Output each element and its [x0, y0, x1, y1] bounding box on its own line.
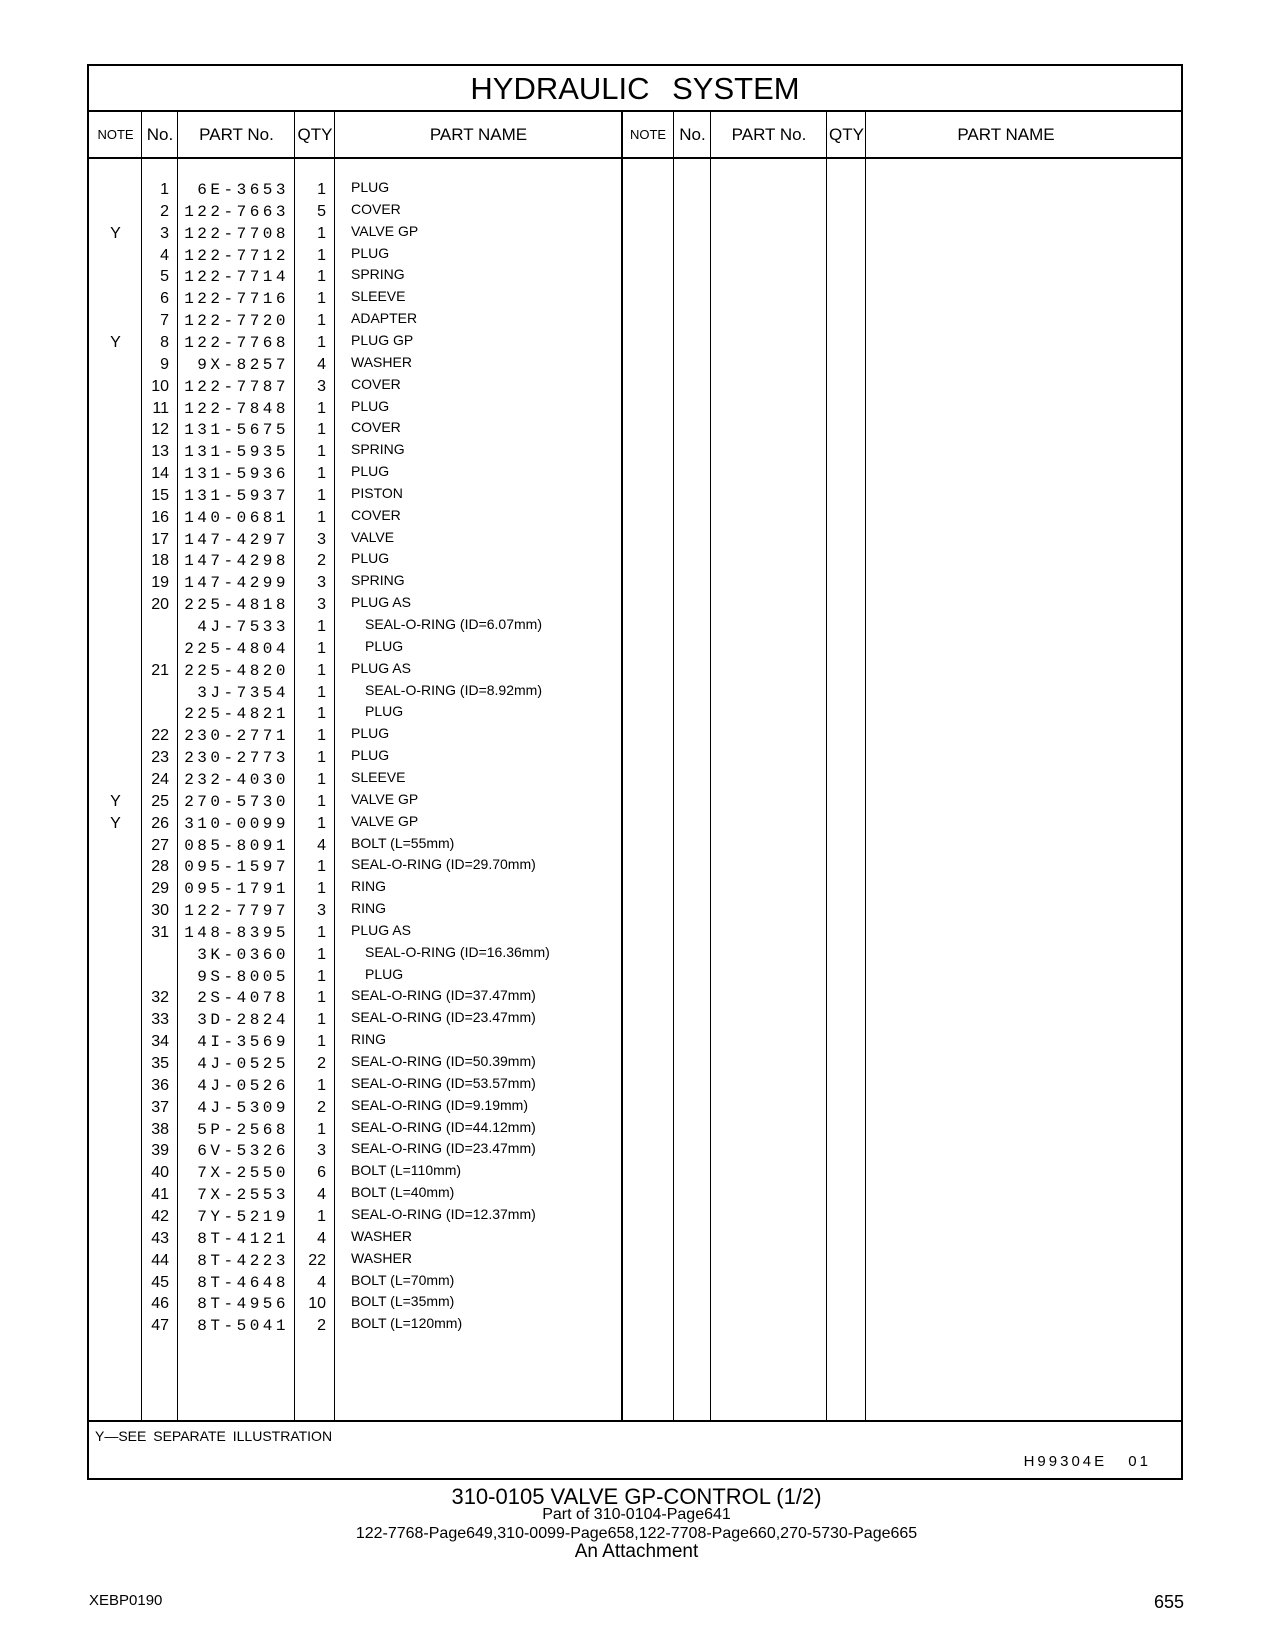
row-part-name: RING — [351, 878, 386, 895]
row-quantity: 22 — [308, 1251, 326, 1269]
header-qty-right: QTY — [829, 125, 864, 144]
row-part-name: BOLT (L=110mm) — [351, 1162, 462, 1179]
row-part-name: RING — [351, 900, 386, 917]
row-item-number: 16 — [151, 508, 169, 526]
row-item-number: 27 — [151, 836, 169, 854]
row-quantity: 1 — [317, 399, 326, 417]
row-quantity: 1 — [317, 1076, 326, 1094]
row-quantity: 1 — [317, 880, 326, 898]
row-part-number: 3K-0360 — [197, 945, 289, 964]
table-row — [89, 1317, 629, 1340]
row-quantity: 3 — [317, 1142, 326, 1160]
row-quantity: 1 — [317, 967, 326, 985]
row-part-name: COVER — [351, 506, 401, 523]
row-part-number: 122-7768 — [184, 333, 289, 352]
caption-references: 122‐7768‐Page649,310‐0099‐Page658,122‐7708‐Page660,270‐5730‐Page665 — [355, 1525, 918, 1542]
row-part-number: 122-7787 — [184, 377, 289, 396]
row-item-number: 31 — [151, 923, 169, 941]
row-part-name: SEAL‐O‐RING (ID=29.70mm) — [351, 856, 536, 873]
row-item-number: 33 — [151, 1011, 169, 1029]
row-quantity: 2 — [317, 1317, 326, 1335]
row-part-number: 230-2771 — [184, 727, 289, 746]
row-quantity: 1 — [317, 770, 326, 788]
row-item-number: 46 — [151, 1295, 169, 1313]
row-part-number: 131-5935 — [184, 443, 289, 462]
row-quantity: 1 — [317, 1011, 326, 1029]
row-part-name: PLUG — [351, 463, 390, 480]
row-quantity: 3 — [317, 574, 326, 592]
row-quantity: 1 — [317, 224, 326, 242]
row-part-number: 232-4030 — [184, 770, 289, 789]
row-part-name: SEAL‐O‐RING (ID=12.37mm) — [351, 1205, 536, 1222]
row-item-number: 41 — [151, 1186, 169, 1204]
row-part-name: SEAL‐O‐RING (ID=9.19mm) — [351, 1096, 528, 1113]
row-part-number: 131-5936 — [184, 465, 289, 484]
row-part-name: WASHER — [351, 1249, 412, 1266]
row-quantity: 1 — [317, 421, 326, 439]
row-part-number: 3D-2824 — [197, 1011, 289, 1030]
row-quantity: 1 — [317, 508, 326, 526]
row-part-number: 3J-7354 — [197, 683, 289, 702]
drawing-code: H99304E 01 — [1023, 1453, 1151, 1470]
row-quantity: 1 — [317, 1207, 326, 1225]
row-part-name: ADAPTER — [351, 310, 418, 327]
row-part-number: 6V-5326 — [197, 1142, 289, 1161]
row-item-number: 24 — [151, 770, 169, 788]
row-quantity: 1 — [317, 290, 326, 308]
row-quantity: 4 — [317, 1273, 326, 1291]
row-item-number: 10 — [151, 377, 169, 395]
row-quantity: 1 — [317, 486, 326, 504]
row-quantity: 1 — [317, 661, 326, 679]
table-row — [89, 596, 629, 619]
row-part-name: RING — [351, 1031, 386, 1048]
row-item-number: 2 — [160, 202, 169, 220]
row-part-name: PLUG — [365, 637, 404, 654]
row-part-number: 147-4298 — [184, 552, 289, 571]
row-item-number: 5 — [160, 268, 169, 286]
row-part-number: 225-4818 — [184, 596, 289, 615]
row-item-number: 25 — [151, 792, 169, 810]
row-quantity: 2 — [317, 552, 326, 570]
row-part-name: SEAL‐O‐RING (ID=44.12mm) — [351, 1118, 536, 1135]
row-quantity: 1 — [317, 814, 326, 832]
row-part-name: BOLT (L=35mm) — [351, 1293, 455, 1310]
row-part-name: PLUG GP — [351, 331, 414, 348]
row-quantity: 1 — [317, 639, 326, 657]
row-part-number: 8T-4648 — [197, 1273, 289, 1292]
row-part-name: PLUG — [351, 179, 390, 195]
row-item-number: 44 — [151, 1251, 169, 1269]
caption-title: 310‐0105 VALVE GP‐CONTROL (1/2) — [451, 1484, 822, 1509]
row-quantity: 4 — [317, 1186, 326, 1204]
row-item-number: 40 — [151, 1164, 169, 1182]
table-row — [89, 618, 629, 641]
row-part-name: COVER — [351, 200, 401, 217]
row-item-number: 34 — [151, 1033, 169, 1051]
row-part-number: 122-7708 — [184, 224, 289, 243]
row-part-number: 230-2773 — [184, 749, 289, 768]
row-part-number: 270-5730 — [184, 792, 289, 811]
row-part-name: PLUG — [365, 965, 404, 982]
row-part-number: 9X-8257 — [197, 355, 289, 374]
row-item-number: 38 — [151, 1120, 169, 1138]
row-part-number: 131-5675 — [184, 421, 289, 440]
row-part-number: 122-7663 — [184, 202, 289, 221]
row-quantity: 2 — [317, 1055, 326, 1072]
column-divider — [710, 112, 711, 1420]
row-part-number: 225-4821 — [184, 705, 289, 724]
row-note: Y — [110, 224, 121, 242]
legend-note: Y—SEE SEPARATE ILLUSTRATION — [95, 1428, 333, 1444]
row-item-number: 17 — [151, 530, 169, 548]
row-part-name: PLUG — [365, 703, 404, 720]
row-quantity: 1 — [317, 923, 326, 941]
row-part-number: 6E-3653 — [197, 181, 289, 199]
row-part-number: 7X-2550 — [197, 1164, 289, 1183]
row-quantity: 1 — [317, 683, 326, 701]
header-no-right: No. — [679, 125, 706, 144]
row-part-name: PISTON — [351, 484, 403, 501]
row-part-number: 4J-7533 — [197, 618, 289, 636]
row-item-number: 6 — [160, 290, 169, 308]
row-part-name: PLUG — [351, 747, 390, 764]
row-part-name: WASHER — [351, 353, 412, 370]
row-part-number: 095-1791 — [184, 880, 289, 899]
row-part-number: 148-8395 — [184, 923, 289, 942]
row-part-name: PLUG — [351, 725, 390, 742]
caption-attachment: An Attachment — [574, 1541, 699, 1562]
row-part-name: BOLT (L=70mm) — [351, 1271, 455, 1288]
row-part-number: 9S-8005 — [197, 967, 289, 986]
table-row — [89, 943, 629, 969]
row-part-number: 2S-4078 — [197, 989, 289, 1008]
row-quantity: 4 — [317, 355, 326, 373]
row-part-name: SEAL‐O‐RING (ID=23.47mm) — [351, 1140, 536, 1157]
document-id: XEBP0190 — [89, 1592, 163, 1609]
row-part-number: 095-1597 — [184, 858, 289, 877]
section-title: HYDRAULIC SYSTEM — [89, 66, 1181, 112]
page-number: 655 — [1154, 1592, 1185, 1612]
row-part-name: PLUG — [351, 244, 390, 261]
row-item-number: 9 — [160, 355, 169, 373]
row-quantity: 1 — [317, 705, 326, 723]
row-part-name: VALVE GP — [351, 222, 419, 239]
row-quantity: 3 — [317, 902, 326, 920]
row-item-number: 23 — [151, 749, 169, 767]
row-part-number: 147-4299 — [184, 574, 289, 593]
header-note-left: NOTE — [97, 127, 134, 142]
row-part-name: SPRING — [351, 572, 405, 589]
row-quantity: 1 — [317, 465, 326, 483]
row-quantity: 3 — [317, 530, 326, 548]
row-item-number: 4 — [160, 246, 169, 264]
row-part-name: SLEEVE — [351, 768, 406, 785]
column-divider — [826, 112, 827, 1420]
row-part-name: SEAL‐O‐RING (ID=23.47mm) — [351, 1009, 536, 1026]
row-part-name: VALVE — [351, 528, 395, 545]
row-part-name: BOLT (L=40mm) — [351, 1184, 455, 1201]
table-row — [89, 681, 629, 707]
row-quantity: 3 — [317, 377, 326, 395]
row-quantity: 10 — [308, 1295, 326, 1313]
row-quantity: 1 — [317, 727, 326, 745]
row-item-number: 7 — [160, 312, 169, 330]
row-part-number: 5P-2568 — [197, 1120, 289, 1139]
row-item-number: 13 — [151, 443, 169, 461]
column-divider — [865, 112, 866, 1420]
row-note: Y — [110, 333, 121, 351]
row-item-number: 20 — [151, 596, 169, 614]
row-item-number: 3 — [160, 224, 169, 242]
row-part-number: 122-7714 — [184, 268, 289, 287]
row-part-name: WASHER — [351, 1227, 412, 1244]
row-item-number: 19 — [151, 574, 169, 592]
row-part-number: 7X-2553 — [197, 1186, 289, 1205]
row-part-name: BOLT (L=55mm) — [351, 834, 455, 851]
row-part-name: SPRING — [351, 266, 405, 283]
row-quantity: 1 — [317, 181, 326, 198]
row-quantity: 1 — [317, 749, 326, 767]
row-item-number: 18 — [151, 552, 169, 570]
row-quantity: 1 — [317, 1120, 326, 1138]
row-part-number: 4J-5309 — [197, 1098, 289, 1117]
row-part-name: COVER — [351, 375, 401, 392]
row-note: Y — [110, 792, 121, 810]
row-part-name: SEAL‐O‐RING (ID=8.92mm) — [365, 681, 542, 698]
header-qty-left: QTY — [297, 125, 333, 144]
row-part-number: 225-4820 — [184, 661, 289, 680]
row-quantity: 6 — [317, 1164, 326, 1182]
row-quantity: 4 — [317, 836, 326, 854]
row-quantity: 1 — [317, 618, 326, 635]
row-part-number: 140-0681 — [184, 508, 289, 527]
row-part-number: 122-7716 — [184, 290, 289, 309]
row-quantity: 3 — [317, 596, 326, 614]
row-part-number: 122-7848 — [184, 399, 289, 418]
column-divider — [673, 112, 674, 1420]
row-part-number: 122-7720 — [184, 312, 289, 331]
row-quantity: 2 — [317, 1098, 326, 1116]
row-part-name: PLUG AS — [351, 921, 411, 938]
row-quantity: 1 — [317, 443, 326, 461]
legend-divider — [89, 1420, 1181, 1422]
row-part-name: SLEEVE — [351, 288, 406, 305]
row-quantity: 1 — [317, 246, 326, 264]
row-part-number: 8T-4223 — [197, 1251, 289, 1270]
row-part-name: VALVE GP — [351, 790, 419, 807]
header-part-name-right: PART NAME — [957, 125, 1055, 144]
row-part-name: COVER — [351, 419, 401, 436]
header-no-left: No. — [146, 125, 174, 144]
row-part-number: 131-5937 — [184, 486, 289, 505]
row-part-number: 122-7712 — [184, 246, 289, 265]
row-part-name: SEAL‐O‐RING (ID=53.57mm) — [351, 1074, 536, 1091]
row-quantity: 1 — [317, 268, 326, 286]
row-item-number: 15 — [151, 486, 169, 504]
header-note-right: NOTE — [629, 127, 667, 142]
row-item-number: 8 — [160, 333, 169, 351]
row-item-number: 36 — [151, 1076, 169, 1094]
row-item-number: 42 — [151, 1207, 169, 1225]
row-item-number: 21 — [151, 661, 169, 679]
row-part-number: 4J-0525 — [197, 1055, 289, 1073]
row-item-number: 14 — [151, 465, 169, 483]
row-quantity: 1 — [317, 1033, 326, 1051]
row-part-name: PLUG AS — [351, 594, 411, 611]
row-part-name: SEAL‐O‐RING (ID=16.36mm) — [365, 943, 550, 960]
row-part-name: PLUG AS — [351, 659, 411, 676]
row-part-number: 225-4804 — [184, 639, 289, 658]
row-item-number: 45 — [151, 1273, 169, 1291]
row-part-name: PLUG — [351, 397, 390, 414]
header-part-name-left: PART NAME — [429, 125, 528, 144]
row-item-number: 47 — [151, 1317, 169, 1335]
caption-part-of: Part of 310‐0104‐Page641 — [542, 1506, 731, 1523]
row-item-number: 22 — [151, 727, 169, 745]
row-quantity: 1 — [317, 312, 326, 330]
row-part-number: 147-4297 — [184, 530, 289, 549]
row-item-number: 30 — [151, 902, 169, 920]
table-row — [89, 659, 629, 685]
row-item-number: 29 — [151, 880, 169, 898]
row-item-number: 35 — [151, 1055, 169, 1072]
header-part-no-left: PART No. — [199, 125, 274, 144]
row-part-number: 4I-3569 — [197, 1033, 289, 1052]
row-item-number: 43 — [151, 1229, 169, 1247]
row-item-number: 11 — [152, 399, 169, 417]
row-part-number: 7Y-5219 — [197, 1207, 289, 1226]
row-item-number: 39 — [151, 1142, 169, 1160]
row-item-number: 32 — [151, 989, 169, 1007]
row-quantity: 1 — [317, 989, 326, 1007]
row-part-number: 8T-4121 — [197, 1229, 289, 1248]
header-part-no-right: PART No. — [731, 125, 807, 144]
row-quantity: 1 — [317, 333, 326, 351]
row-part-number: 4J-0526 — [197, 1076, 289, 1095]
row-part-number: 8T-5041 — [197, 1317, 289, 1336]
row-part-number: 122-7797 — [184, 902, 289, 921]
row-quantity: 4 — [317, 1229, 326, 1247]
row-part-name: SEAL‐O‐RING (ID=50.39mm) — [351, 1053, 536, 1069]
row-item-number: 1 — [160, 181, 169, 198]
row-note: Y — [110, 814, 121, 832]
row-part-name: BOLT (L=120mm) — [351, 1315, 463, 1332]
row-part-number: 8T-4956 — [197, 1295, 289, 1314]
row-quantity: 5 — [317, 202, 326, 220]
column-header-row — [89, 112, 1181, 159]
row-item-number: 26 — [151, 814, 169, 832]
row-part-name: PLUG — [351, 550, 390, 567]
row-item-number: 12 — [151, 421, 169, 439]
row-part-number: 085-8091 — [184, 836, 289, 855]
row-item-number: 28 — [151, 858, 169, 876]
row-item-number: 37 — [151, 1098, 169, 1116]
row-part-name: VALVE GP — [351, 812, 419, 829]
row-part-name: SEAL‐O‐RING (ID=6.07mm) — [365, 616, 542, 632]
row-quantity: 1 — [317, 858, 326, 876]
row-quantity: 1 — [317, 945, 326, 963]
row-part-name: SEAL‐O‐RING (ID=37.47mm) — [351, 987, 536, 1004]
parts-list-frame — [87, 64, 1183, 1480]
row-quantity: 1 — [317, 792, 326, 810]
row-part-number: 310-0099 — [184, 814, 289, 833]
row-part-name: SPRING — [351, 441, 405, 458]
